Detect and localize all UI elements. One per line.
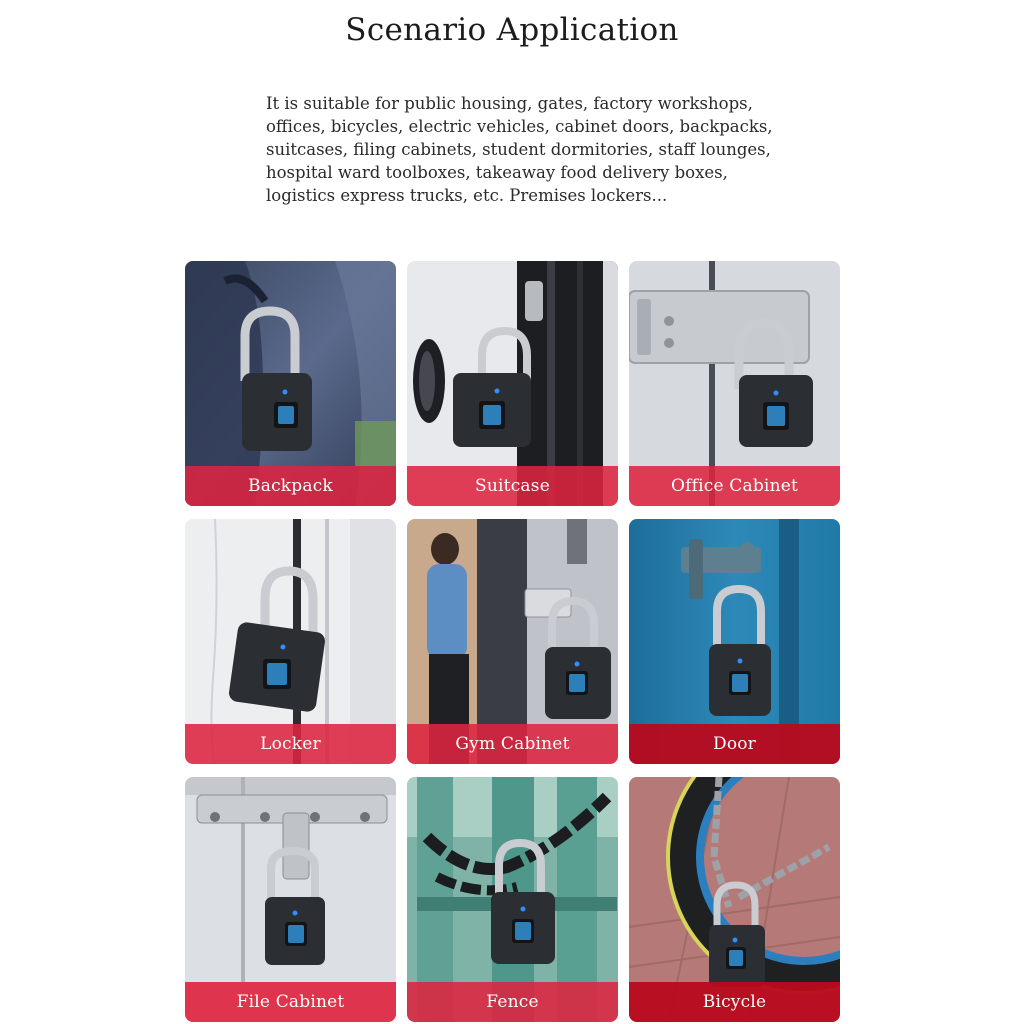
scenario-tile-bicycle — [629, 777, 840, 1022]
scenario-tile-gym-cabinet — [407, 519, 618, 764]
description-line: offices, bicycles, electric vehicles, cabinet doors, backpacks, — [266, 117, 773, 136]
scenario-label: Bicycle — [629, 982, 840, 1022]
scenario-label: Door — [629, 724, 840, 764]
scenario-tile-fence — [407, 777, 618, 1022]
scenario-tile-door — [629, 519, 840, 764]
scenario-label: Office Cabinet — [629, 466, 840, 506]
scenario-label: Fence — [407, 982, 618, 1022]
scenario-tile-backpack — [185, 261, 396, 506]
scenario-label: Suitcase — [407, 466, 618, 506]
description-line: logistics express trucks, etc. Premises lockers... — [266, 186, 668, 205]
description-line: hospital ward toolboxes, takeaway food delivery boxes, — [266, 163, 728, 182]
scenario-label: Backpack — [185, 466, 396, 506]
scenario-grid — [185, 261, 840, 1022]
scenario-tile-locker — [185, 519, 396, 764]
description — [266, 92, 773, 207]
scenario-label: Locker — [185, 724, 396, 764]
page-title: Scenario Application — [345, 12, 679, 48]
scenario-label: File Cabinet — [185, 982, 396, 1022]
scenario-tile-office-cabinet — [629, 261, 840, 506]
scenario-label: Gym Cabinet — [407, 724, 618, 764]
scenario-tile-suitcase — [407, 261, 618, 506]
description-line: It is suitable for public housing, gates, factory workshops, — [266, 94, 753, 113]
description-line: suitcases, filing cabinets, student dormitories, staff lounges, — [266, 140, 771, 159]
scenario-tile-file-cabinet — [185, 777, 396, 1022]
